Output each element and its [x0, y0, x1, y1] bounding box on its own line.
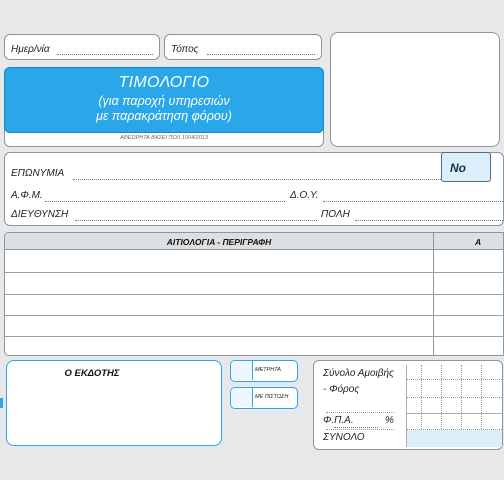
invoice-title: ΤΙΜΟΛΟΓΙΟ: [118, 74, 210, 91]
afm-label: Α.Φ.Μ.: [11, 190, 43, 201]
invoice-subtitle-2: με παρακράτηση φόρου): [96, 109, 232, 123]
doy-label: Δ.Ο.Υ.: [290, 190, 319, 201]
fee-label-line2: - Φόρος: [323, 384, 360, 395]
cash-option[interactable]: [230, 360, 298, 382]
totals-amount-grid[interactable]: [406, 365, 502, 447]
city-label: ΠΟΛΗ: [321, 209, 350, 220]
totals-box: [313, 360, 503, 450]
cash-checkbox[interactable]: [231, 361, 253, 380]
name-label: ΕΠΩΝΥΜΙΑ: [11, 168, 65, 179]
vat-label: Φ.Π.Α.: [323, 415, 354, 426]
table-row[interactable]: [5, 294, 503, 295]
customer-details-box: [4, 152, 504, 226]
amount-header: Α: [475, 237, 482, 247]
table-header: [5, 233, 503, 250]
side-edge-mark: [0, 398, 3, 408]
description-header: ΑΙΤΙΟΛΟΓΙΑ - ΠΕΡΙΓΡΑΦΗ: [166, 237, 272, 247]
place-label: Τόπος: [171, 44, 199, 55]
table-row[interactable]: [5, 315, 503, 316]
number-label: Νο: [450, 161, 466, 175]
invoice-number-box[interactable]: [441, 152, 491, 182]
total-amount-cell[interactable]: [407, 430, 502, 447]
issuer-label: Ο ΕΚΔΟΤΗΣ: [64, 368, 120, 379]
total-label: ΣΥΝΟΛΟ: [323, 432, 365, 443]
credit-label: ΜΕ ΠΙΣΤΩΣΗ: [255, 394, 289, 400]
cash-label: ΜΕΤΡΗΤΑ: [255, 367, 281, 373]
credit-option[interactable]: [230, 387, 298, 409]
address-label: ΔΙΕΥΘΥΝΣΗ: [11, 209, 69, 220]
fee-label-line1: Σύνολο Αμοιβής: [323, 368, 394, 379]
date-field[interactable]: [4, 34, 160, 60]
table-row[interactable]: [5, 336, 503, 337]
issuer-signature-box[interactable]: [6, 360, 222, 446]
vat-percent-label: %: [385, 415, 394, 426]
table-row[interactable]: [5, 272, 503, 273]
invoice-title-banner: [4, 67, 324, 133]
invoice-subtitle-1: (για παροχή υπηρεσιών: [98, 94, 230, 108]
credit-checkbox[interactable]: [231, 388, 253, 407]
place-field[interactable]: [164, 34, 322, 60]
issuer-header-box[interactable]: [330, 32, 500, 147]
date-label: Ημερ/νία: [11, 44, 50, 55]
invoice-title-block: [4, 67, 324, 147]
items-table: [4, 232, 504, 356]
exemption-note: ΑΘΕΩΡΗΤΑ ΒΑΣΕΙ ΠΟΛ.1004/2013: [120, 135, 208, 141]
